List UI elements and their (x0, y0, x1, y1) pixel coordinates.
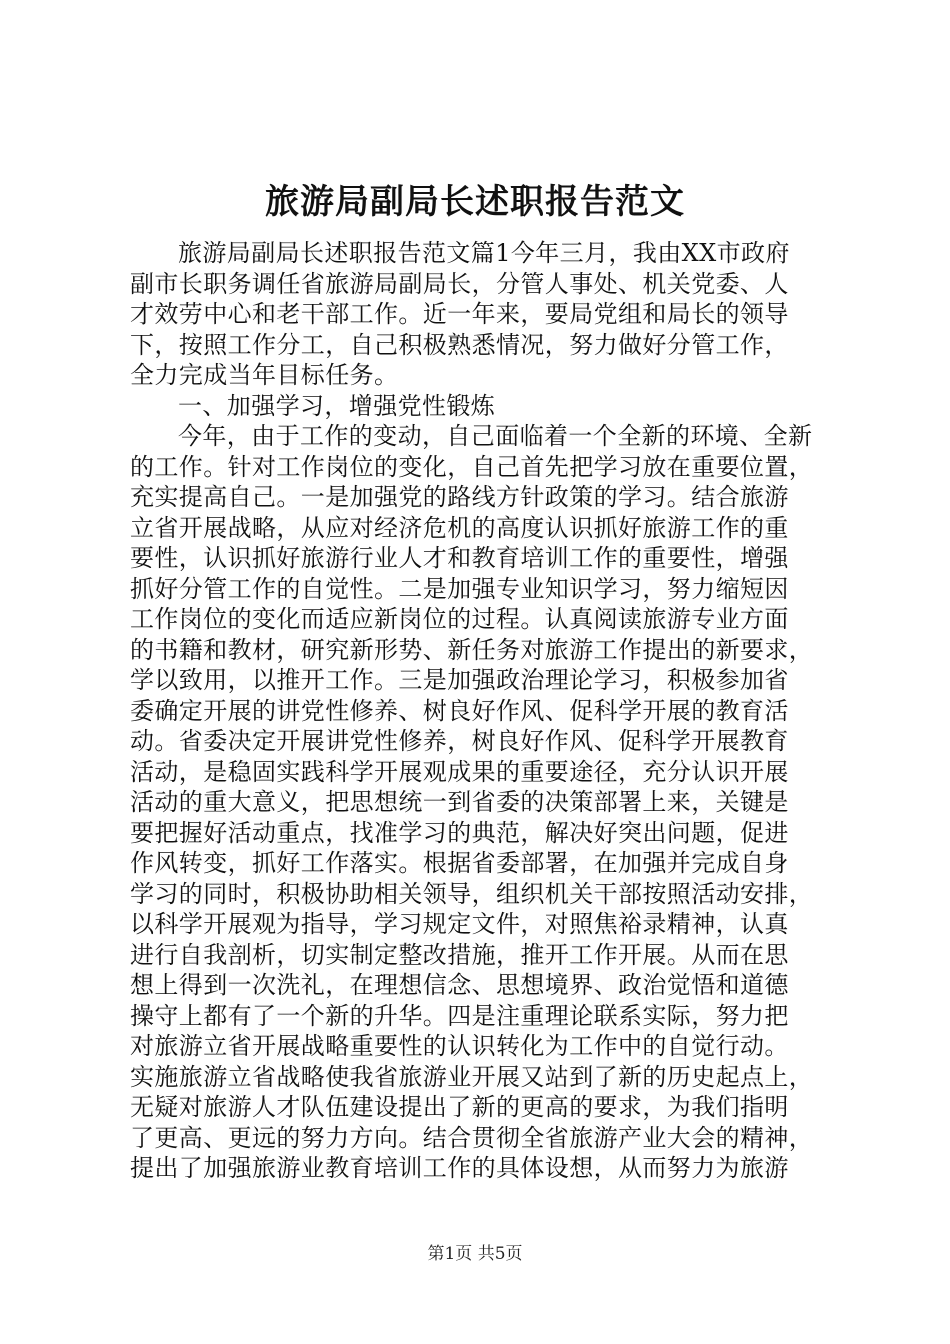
paragraph-line: 下，按照工作分工，自己积极熟悉情况，努力做好分管工作， (130, 330, 789, 359)
paragraph-line: 全力完成当年目标任务。 (130, 361, 399, 389)
paragraph-line: 今年，由于工作的变动，自己面临着一个全新的环境、全新 (178, 422, 813, 450)
paragraph-line: 活动的重大意义，把思想统一到省委的决策部署上来，关键是 (130, 788, 789, 816)
paragraph-line: 动。省委决定开展讲党性修养，树良好作风、促科学开展教育 (130, 727, 789, 755)
paragraph-line: 要性，认识抓好旅游行业人才和教育培训工作的重要性，增强 (130, 544, 789, 572)
paragraph-line: 才效劳中心和老干部工作。近一年来，要局党组和局长的领导 (130, 300, 789, 328)
paragraph-line: 立省开展战略，从应对经济危机的高度认识抓好旅游工作的重 (130, 513, 789, 542)
paragraph-line: 进行自我剖析，切实制定整改措施，推开工作开展。从而在思 (130, 940, 789, 969)
paragraph-line: 副市长职务调任省旅游局副局长，分管人事处、机关党委、人 (130, 269, 789, 298)
paragraph-line: 的工作。针对工作岗位的变化，自己首先把学习放在重要位置， (130, 452, 814, 481)
page-number-footer: 第1页 共5页 (427, 1244, 523, 1264)
paragraph-line: 学习的同时，积极协助相关领导，组织机关干部按照活动安排， (130, 879, 814, 908)
paragraph-line: 了更高、更远的努力方向。结合贯彻全省旅游产业大会的精神， (130, 1123, 814, 1152)
paragraph-line: 想上得到一次洗礼，在理想信念、思想境界、政治觉悟和道德 (130, 971, 789, 999)
paragraph-line: 无疑对旅游人才队伍建设提出了新的更高的要求，为我们指明 (130, 1093, 789, 1121)
paragraph-line: 对旅游立省开展战略重要性的认识转化为工作中的自觉行动。 (130, 1032, 789, 1060)
document-body (130, 238, 830, 1184)
paragraph-line: 活动，是稳固实践科学开展观成果的重要途径，充分认识开展 (130, 757, 789, 786)
section-heading: 一、加强学习，增强党性锻炼 (178, 391, 496, 420)
paragraph-line: 以科学开展观为指导，学习规定文件，对照焦裕录精神，认真 (130, 910, 789, 938)
paragraph-line: 学以致用，以推开工作。三是加强政治理论学习，积极参加省 (130, 666, 789, 694)
paragraph-line: 实施旅游立省战略使我省旅游业开展又站到了新的历史起点上， (130, 1062, 814, 1091)
paragraph-line: 提出了加强旅游业教育培训工作的具体设想，从而努力为旅游 (130, 1154, 789, 1182)
document-title: 旅游局副局长述职报告范文 (265, 182, 685, 222)
paragraph-line: 抓好分管工作的自觉性。二是加强专业知识学习，努力缩短因 (130, 574, 789, 603)
paragraph-line: 充实提高自己。一是加强党的路线方针政策的学习。结合旅游 (130, 483, 789, 511)
paragraph-line: 作风转变，抓好工作落实。根据省委部署，在加强并完成自身 (130, 849, 789, 877)
paragraph-line: 操守上都有了一个新的升华。四是注重理论联系实际，努力把 (130, 1001, 789, 1030)
paragraph-line: 要把握好活动重点，找准学习的典范，解决好突出问题，促进 (130, 818, 789, 847)
paragraph-line: 委确定开展的讲党性修养、树良好作风、促科学开展的教育活 (130, 696, 789, 725)
paragraph-line: 的书籍和教材，研究新形势、新任务对旅游工作提出的新要求， (130, 635, 814, 664)
paragraph-line: 旅游局副局长述职报告范文篇1今年三月，我由XX市政府 (178, 239, 790, 267)
paragraph-line: 工作岗位的变化而适应新岗位的过程。认真阅读旅游专业方面 (130, 605, 789, 633)
